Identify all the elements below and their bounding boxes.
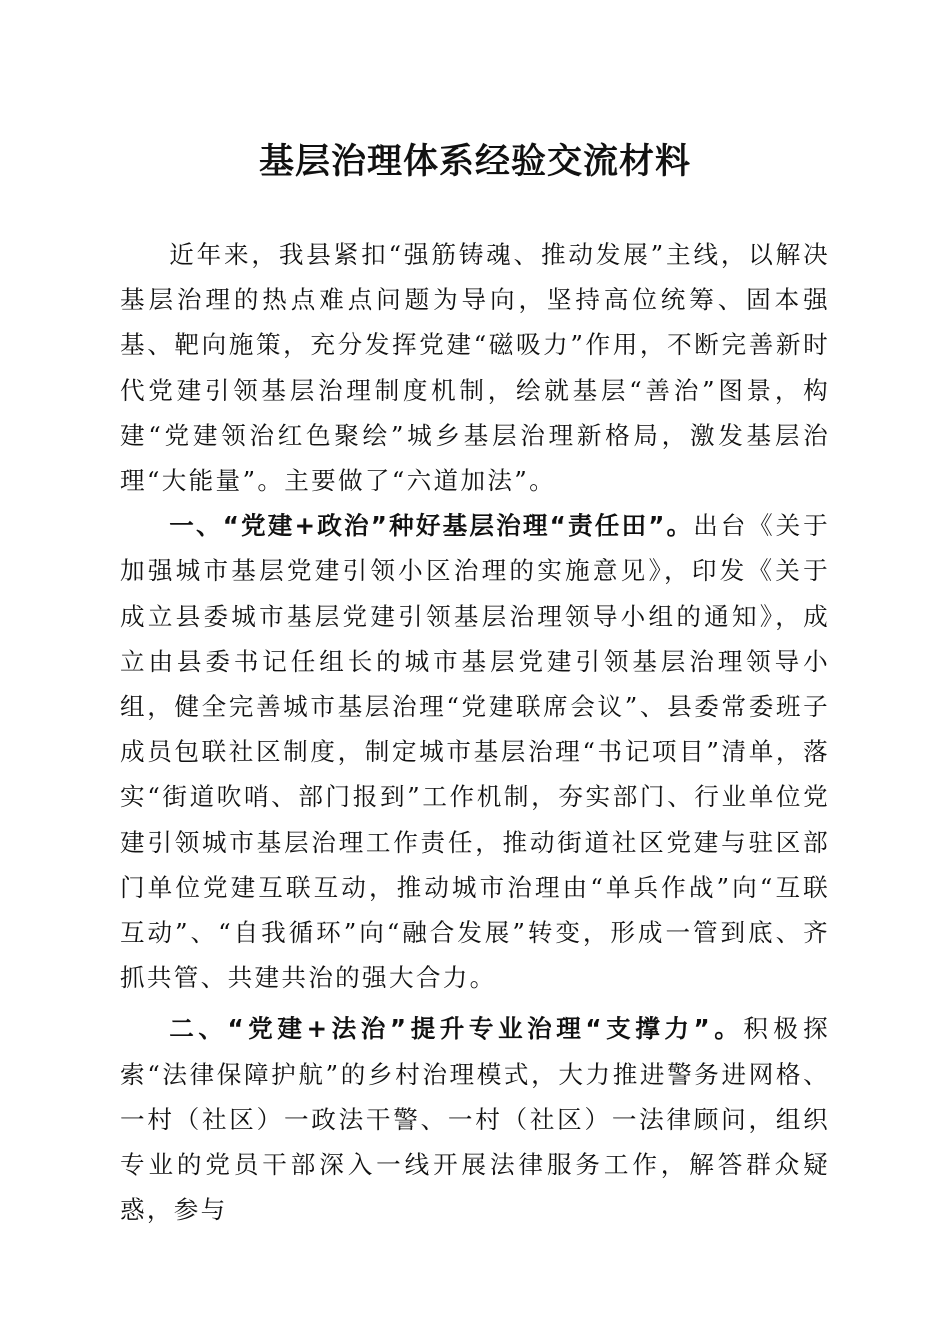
document-body (120, 232, 830, 1232)
section-2-heading: 二、“党建+法治”提升专业治理“支撑力”。 (169, 1014, 744, 1044)
document-title: 基层治理体系经验交流材料 (258, 141, 691, 182)
section-2-text: 积极探索“法律保障护航”的乡村治理模式，大力推进警务进网格、一村（社区）一政法干警、一村（社区）一法律顾问，组织专业的党员干部深入一线开展法律服务工作，解答群众疑惑，参与 (120, 1014, 830, 1225)
section-1-heading: 一、“党建+政治”种好基层治理“责任田”。 (169, 511, 694, 541)
section-1-text: 出台《关于加强城市基层党建引领小区治理的实施意见》，印发《关于成立县委城市基层党建引领基层治理领导小组的通知》，成立由县委书记任组长的城市基层党建引领基层治理领导小组，健全完善城市基层治理“党建联席会议”、县委常委班子成员包联社区制度，制定城市基层治理“书记项目”清单，落实“街道吹哨、部门报到”工作机制，夯实部门、行业单位党建引领城市基层治理工作责任，推动街道社区党建与驻区部门单位党建互联互动，推动城市治理由“单兵作战”向“互联互动”、“自我循环”向“融合发展”转变，形成一管到底、齐抓共管、共建共治的强大合力。 (120, 511, 830, 993)
intro-paragraph: 近年来，我县紧扣“强筋铸魂、推动发展”主线，以解决基层治理的热点难点问题为导向，坚持高位统筹、固本强基、靶向施策，充分发挥党建“磁吸力”作用，不断完善新时代党建引领基层治理制度机制，绘就基层“善治”图景，构建“党建领治红色聚绘”城乡基层治理新格局，激发基层治理“大能量”。主要做了“六道加法”。 (120, 240, 830, 496)
section-1-paragraph (120, 503, 830, 1000)
section-2-paragraph (120, 1006, 830, 1232)
